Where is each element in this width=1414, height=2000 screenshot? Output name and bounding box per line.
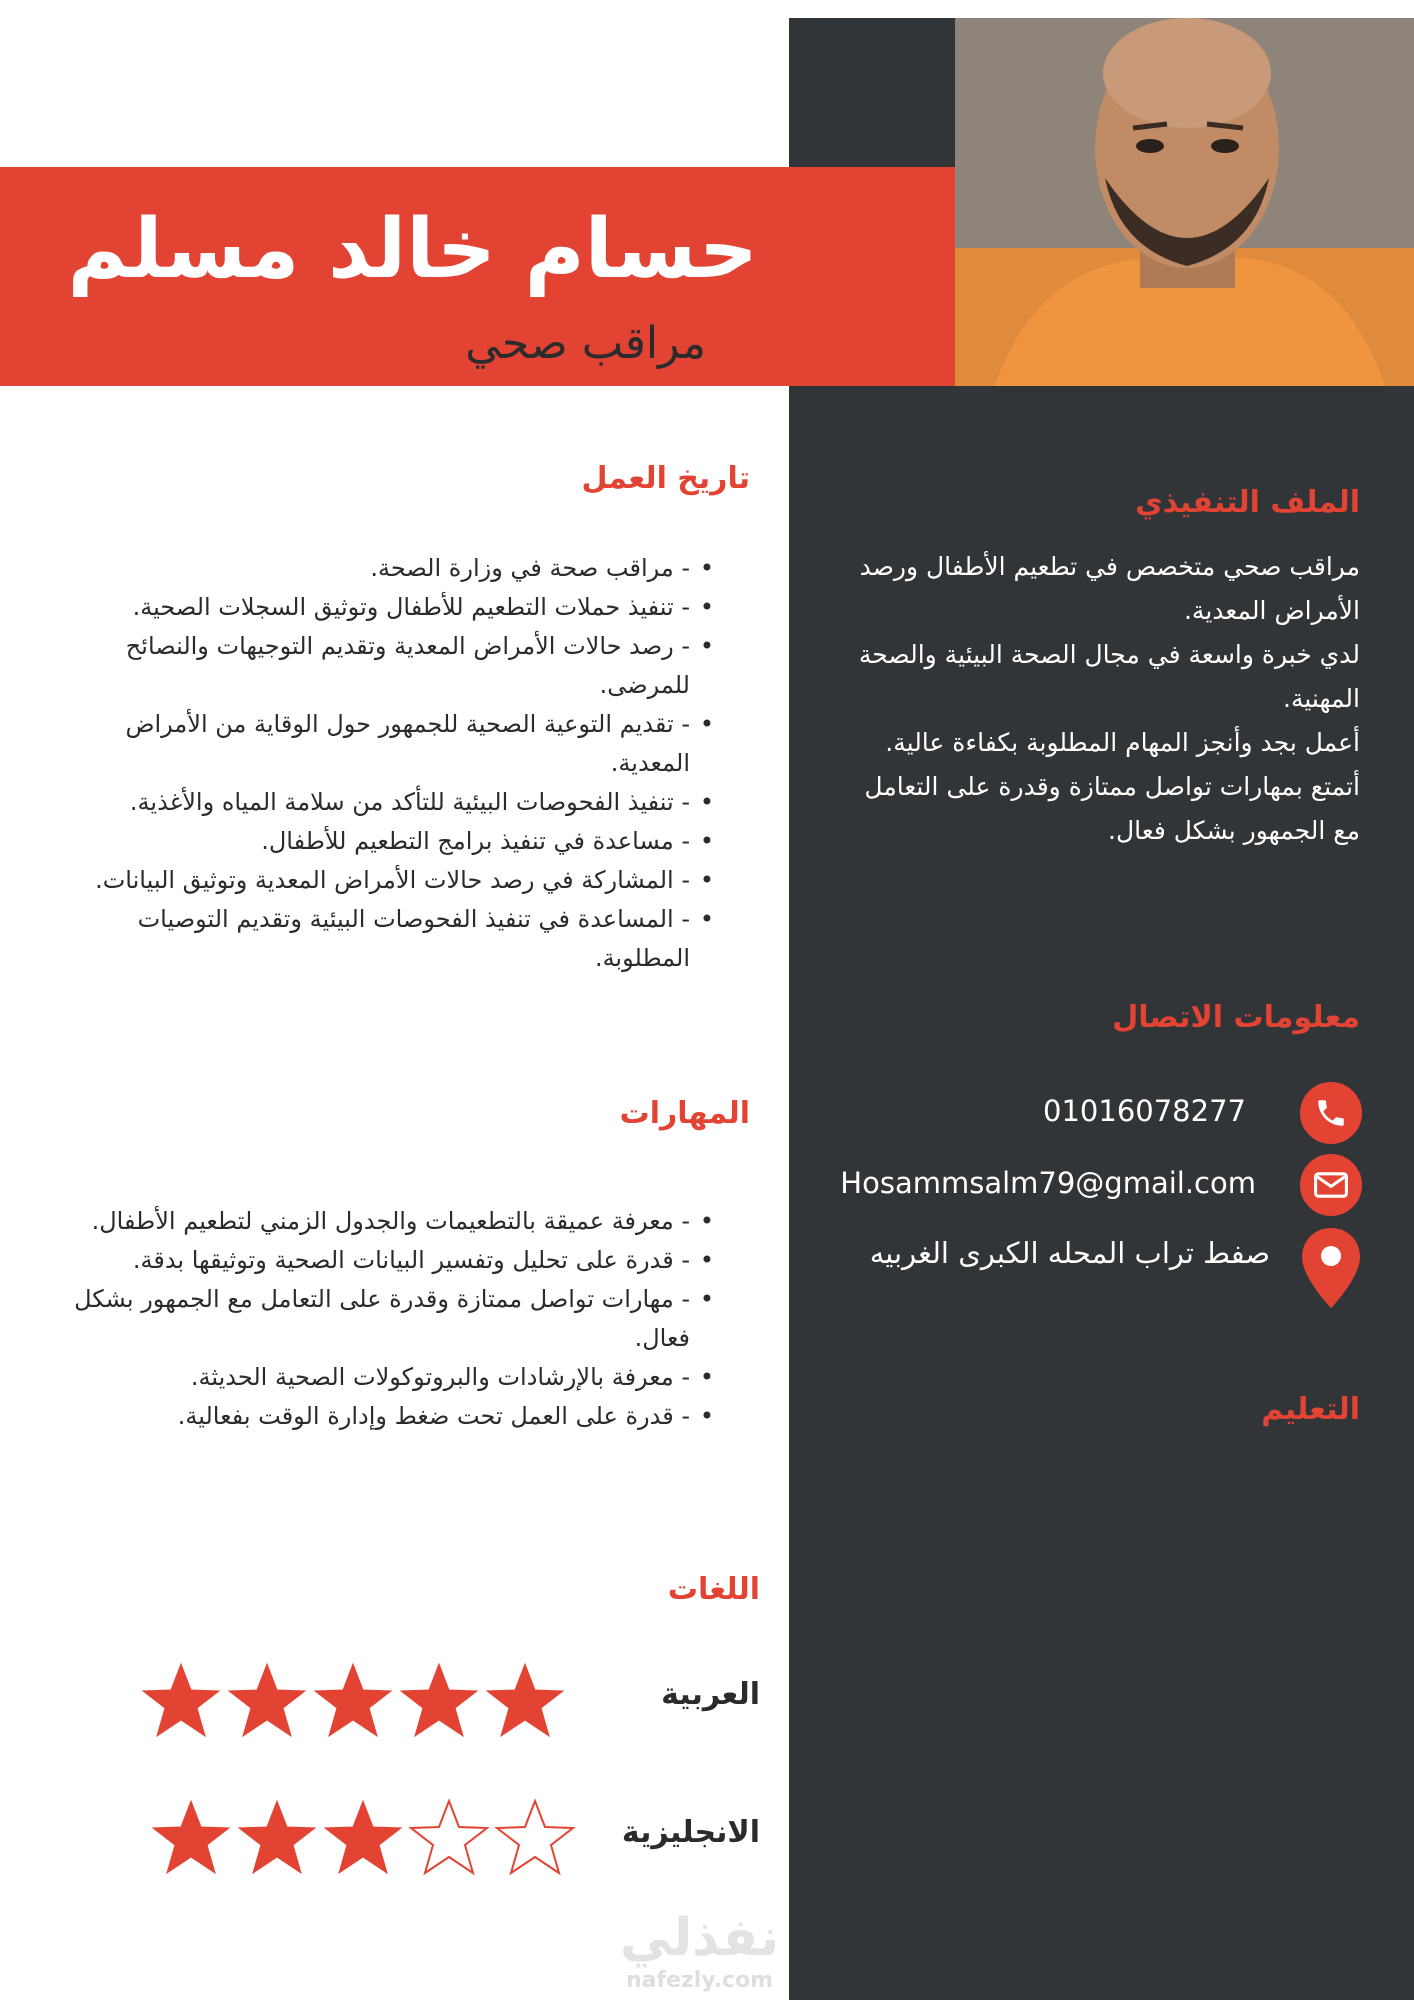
watermark-domain: nafezly.com (626, 1968, 774, 1993)
list-item: • - تنفيذ حملات التطعيم للأطفال وتوثيق السجلات الصحية. (42, 588, 714, 627)
star-empty-icon (494, 1797, 576, 1877)
list-item: • - المشاركة في رصد حالات الأمراض المعدية وتوثيق البيانات. (42, 861, 714, 900)
star-filled-icon (322, 1797, 404, 1877)
summary-paragraph: أعمل بجد وأنجز المهام المطلوبة بكفاءة عالية. (885, 728, 1360, 757)
list-item: • - معرفة عميقة بالتطعيمات والجدول الزمني لتطعيم الأطفال. (54, 1202, 714, 1241)
list-item: • - تنفيذ الفحوصات البيئية للتأكد من سلامة المياه والأغذية. (42, 783, 714, 822)
list-item: • - رصد حالات الأمراض المعدية وتقديم التوجيهات والنصائح للمرضى. (42, 627, 714, 705)
summary-paragraph: لدي خبرة واسعة في مجال الصحة البيئية والصحة المهنية. (858, 640, 1360, 713)
list-item: • - قدرة على العمل تحت ضغط وإدارة الوقت بفعالية. (54, 1397, 714, 1436)
language-rating (150, 1797, 576, 1877)
skills-title: المهارات (619, 1096, 750, 1131)
work-history-title: تاريخ العمل (581, 461, 750, 496)
star-empty-icon (408, 1797, 490, 1877)
job-title: مراقب صحي (465, 318, 706, 369)
summary-section (840, 545, 1360, 853)
portrait-illustration (955, 18, 1414, 386)
watermark-brand: نفذلي (620, 1908, 780, 1968)
summary-paragraph: أتمتع بمهارات تواصل ممتازة وقدرة على التعامل مع الجمهور بشكل فعال. (864, 772, 1360, 845)
star-filled-icon (226, 1660, 308, 1740)
star-filled-icon (150, 1797, 232, 1877)
phone-number[interactable]: 01016078277 (1043, 1094, 1246, 1128)
address-text: صفط تراب المحله الكبرى الغربيه (869, 1236, 1270, 1270)
star-filled-icon (312, 1660, 394, 1740)
star-filled-icon (140, 1660, 222, 1740)
language-name: الانجليزية (621, 1815, 760, 1850)
education-title: التعليم (1261, 1392, 1360, 1427)
summary-title: الملف التنفيذي (1135, 485, 1360, 520)
list-item: • - المساعدة في تنفيذ الفحوصات البيئية وتقديم التوصيات المطلوبة. (42, 900, 714, 978)
list-item: • - مهارات تواصل ممتازة وقدرة على التعامل مع الجمهور بشكل فعال. (54, 1280, 714, 1358)
language-rating (140, 1660, 566, 1740)
summary-paragraph: مراقب صحي متخصص في تطعيم الأطفال ورصد الأمراض المعدية. (859, 552, 1360, 625)
profile-photo (955, 18, 1414, 386)
list-item: • - قدرة على تحليل وتفسير البيانات الصحية وتوثيقها بدقة. (54, 1241, 714, 1280)
email-address[interactable]: Hosammsalm79@gmail.com (840, 1166, 1256, 1200)
star-filled-icon (236, 1797, 318, 1877)
work-history-list (42, 549, 714, 978)
contact-title: معلومات الاتصال (1112, 1000, 1360, 1035)
mail-icon (1300, 1154, 1362, 1216)
list-item: • - مراقب صحة في وزارة الصحة. (42, 549, 714, 588)
star-filled-icon (398, 1660, 480, 1740)
person-name: حسام خالد مسلم (67, 202, 758, 297)
list-item: • - مساعدة في تنفيذ برامج التطعيم للأطفال. (42, 822, 714, 861)
location-pin-icon (1300, 1226, 1362, 1310)
list-item: • - معرفة بالإرشادات والبروتوكولات الصحية الحديثة. (54, 1358, 714, 1397)
list-item: • - تقديم التوعية الصحية للجمهور حول الوقاية من الأمراض المعدية. (42, 705, 714, 783)
phone-icon (1300, 1082, 1362, 1144)
skills-list (54, 1202, 714, 1436)
language-name: العربية (661, 1677, 760, 1712)
star-filled-icon (484, 1660, 566, 1740)
languages-title: اللغات (667, 1572, 760, 1607)
